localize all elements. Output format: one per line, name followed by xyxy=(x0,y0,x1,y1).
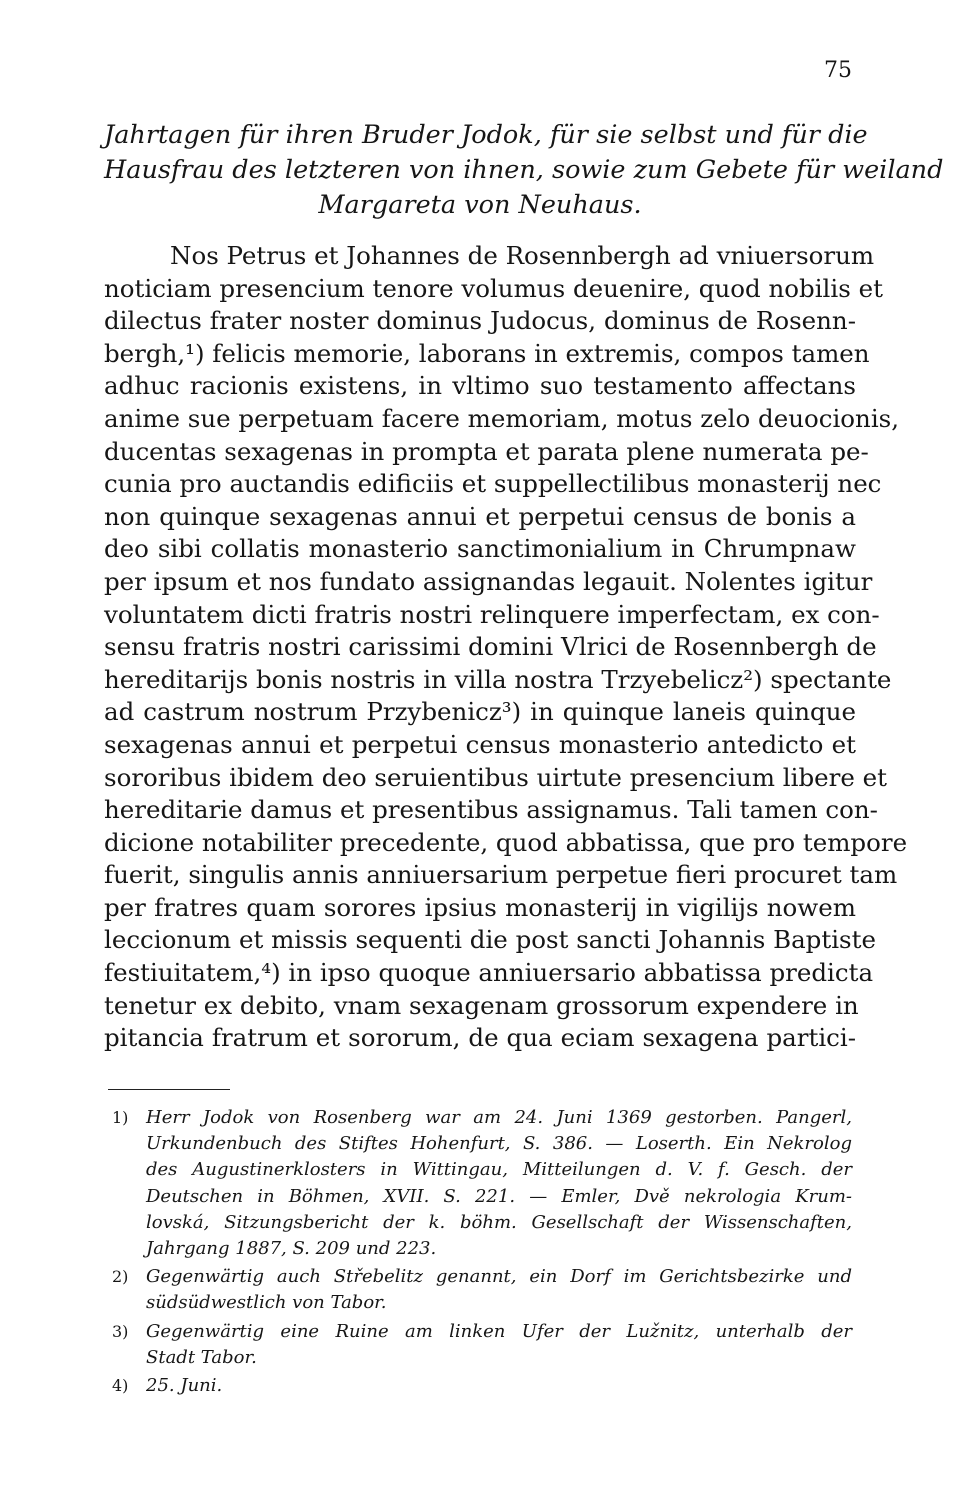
body-line: pitancia fratrum et sororum, de qua eciam sexagena partici- xyxy=(104,1023,856,1053)
page-number: 75 xyxy=(824,58,852,83)
footnote xyxy=(112,1105,852,1262)
footnote-text: Gegenwärtig eine Ruine am linken Ufer der Lužnitz, unterhalb der xyxy=(146,1320,852,1342)
footnote-line: Stadt Tabor. xyxy=(146,1346,257,1368)
footnote-line: Jahrgang 1887, S. 209 und 223. xyxy=(146,1238,437,1260)
footnote xyxy=(112,1319,852,1371)
body-line: per fratres quam sorores ipsius monasterij in vigilijs nowem xyxy=(104,892,856,922)
heading-line: Hausfrau des letzteren von ihnen, sowie zum Gebete für weiland xyxy=(104,155,944,185)
body-line: fuerit, singulis annis anniuersarium perpetue fieri procuret tam xyxy=(104,860,898,890)
footnote-text: 25. Juni. xyxy=(146,1375,223,1397)
body-line: deo sibi collatis monasterio sanctimonialium in Chrumpnaw xyxy=(104,534,856,564)
body-line: leccionum et missis sequenti die post sancti Johannis Baptiste xyxy=(104,925,876,955)
body-line: adhuc racionis existens, in vltimo suo testamento affectans xyxy=(104,371,856,401)
footnote-line xyxy=(112,1105,852,1131)
footnote-line: Deutschen in Böhmen, XVII. S. 221. — Emler, Dvě nekrologia Krum- xyxy=(146,1185,852,1207)
document-heading xyxy=(104,118,944,223)
footnote-line: lovská, Sitzungsbericht der k. böhm. Gesellschaft der Wissenschaften, xyxy=(146,1211,852,1233)
footnote-line: Urkundenbuch des Stiftes Hohenfurt, S. 386. — Loserth. Ein Nekrolog xyxy=(146,1133,852,1155)
footnote-line xyxy=(112,1373,852,1399)
body-line: sororibus ibidem deo seruientibus uirtute presencium libere et xyxy=(104,762,887,792)
body-line: bergh,¹) felicis memorie, laborans in extremis, compos tamen xyxy=(104,338,870,368)
body-line: dicione notabiliter precedente, quod abbatissa, que pro tempore xyxy=(104,827,908,857)
heading-line: Jahrtagen für ihren Bruder Jodok, für sie selbst und für die xyxy=(104,120,868,150)
footnote-line: südsüdwestlich von Tabor. xyxy=(146,1292,387,1314)
body-line: dilectus frater noster dominus Judocus, dominus de Rosenn- xyxy=(104,306,856,336)
body-line: ad castrum nostrum Przybenicz³) in quinque laneis quinque xyxy=(104,697,856,727)
body-line: festiuitatem,⁴) in ipso quoque anniuersario abbatissa predicta xyxy=(104,958,874,988)
footnote xyxy=(112,1264,852,1316)
body-line: tenetur ex debito, vnam sexagenam grossorum expendere in xyxy=(104,990,859,1020)
footnote-marker: 3) xyxy=(112,1321,129,1341)
body-line: voluntatem dicti fratris nostri relinquere imperfectam, ex con- xyxy=(104,599,880,629)
footnote-marker: 1) xyxy=(112,1108,129,1127)
body-line: per ipsum et nos fundato assignandas legauit. Nolentes igitur xyxy=(104,566,873,596)
body-line: noticiam presencium tenore volumus deuenire, quod nobilis et xyxy=(104,273,883,303)
body-line: cunia pro auctandis edificiis et suppellectilibus monasterij nec xyxy=(104,469,882,499)
body-line: non quinque sexagenas annui et perpetui census de bonis a xyxy=(104,501,856,531)
footnote-line xyxy=(112,1264,852,1290)
footnote-marker: 4) xyxy=(112,1376,129,1396)
heading-line: Margareta von Neuhaus. xyxy=(318,190,642,220)
footnote-divider xyxy=(108,1089,230,1090)
body-line: anime sue perpetuam facere memoriam, motus zelo deuocionis, xyxy=(104,403,900,433)
footnote-marker: 2) xyxy=(112,1267,129,1287)
document-body xyxy=(104,240,908,1055)
body-line: ducentas sexagenas in prompta et parata plene numerata pe- xyxy=(104,436,869,466)
footnote xyxy=(112,1373,852,1399)
body-line: sensu fratris nostri carissimi domini Vlrici de Rosennbergh de xyxy=(104,632,877,662)
body-line: hereditarie damus et presentibus assignamus. Tali tamen con- xyxy=(104,795,878,825)
body-line: sexagenas annui et perpetui census monasterio antedicto et xyxy=(104,729,856,759)
footnote-line xyxy=(112,1319,852,1345)
footnote-line: des Augustinerklosters in Wittingau, Mitteilungen d. V. f. Gesch. der xyxy=(146,1159,852,1181)
body-line: hereditarijs bonis nostris in villa nostra Trzyebelicz²) spectante xyxy=(104,664,892,694)
footnote-text: Gegenwärtig auch Střebelitz genannt, ein Dorf im Gerichtsbezirke und xyxy=(146,1266,852,1288)
footnotes xyxy=(112,1105,852,1401)
footnote-text: Herr Jodok von Rosenberg war am 24. Juni 1369 gestorben. Pangerl, xyxy=(146,1107,852,1128)
body-line: Nos Petrus et Johannes de Rosennbergh ad vniuersorum xyxy=(170,241,875,270)
